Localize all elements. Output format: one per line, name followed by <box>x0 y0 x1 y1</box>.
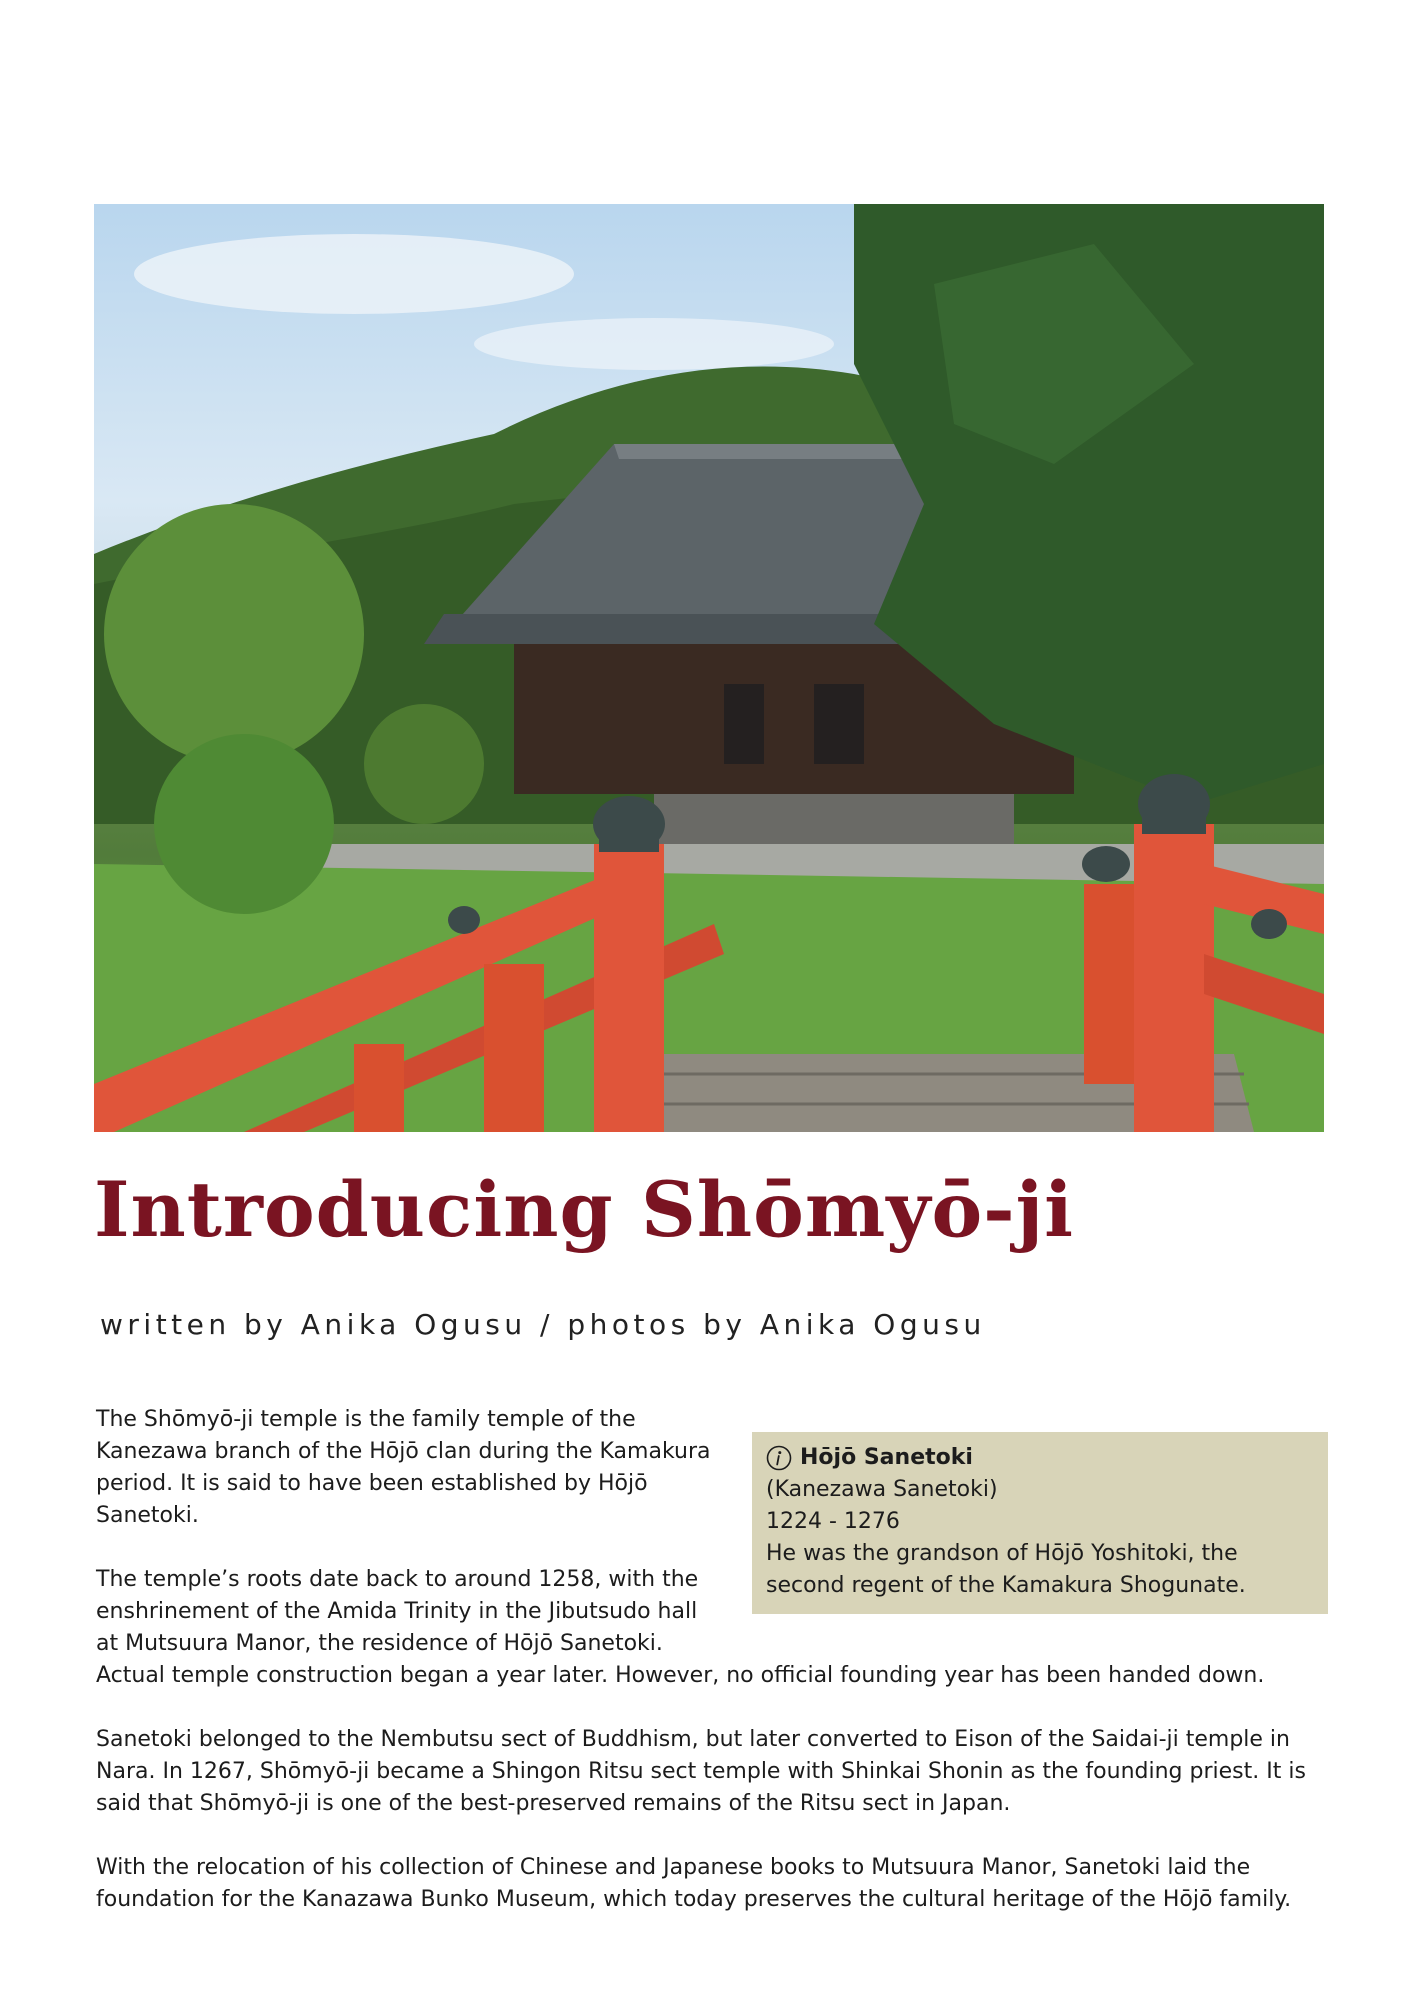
infobox-description: He was the grandson of Hōjō Yoshitoki, the second regent of the Kamakura Shogunate. <box>766 1541 1246 1598</box>
article-paragraph-3: Sanetoki belonged to the Nembutsu sect of Buddhism, but later converted to Eison of the Saidai-ji temple in Nara. In 1267, Shōmyō-ji became a Shingon Ritsu sect temple with Shinkai Shonin as the founding priest. It is said that Shōmyō-ji is one of the best-preserved remains of the Ritsu sect in Japan. <box>96 1727 1306 1816</box>
article-body <box>96 1404 1328 1948</box>
article-paragraph-2: The temple’s roots date back to around 1258, with the enshrinement of the Amida Trinity in the Jibutsudo hall at Mutsuura Manor, the residence of Hōjō Sanetoki. Actual temple construction began a year later. However, no official founding year has been handed down. <box>96 1567 1265 1688</box>
infobox-name: Hōjō Sanetoki <box>800 1445 973 1470</box>
article-paragraph-4: With the relocation of his collection of Chinese and Japanese books to Mutsuura Manor, Sanetoki laid the foundation for the Kanazawa Bunko Museum, which today preserves the cultural heritage of the Hōjō family. <box>96 1855 1292 1912</box>
infobox-header <box>766 1442 1312 1474</box>
infobox-alt-name: (Kanezawa Sanetoki) <box>766 1477 998 1502</box>
person-infobox <box>752 1432 1328 1614</box>
temple-bridge-illustration <box>94 204 1324 1132</box>
infobox-years: 1224 - 1276 <box>766 1509 900 1534</box>
article-byline: written by Anika Ogusu / photos by Anika Ogusu <box>100 1308 986 1341</box>
info-icon <box>766 1445 792 1471</box>
hero-photo <box>94 204 1324 1132</box>
article-title: Introducing Shōmyō-ji <box>94 1165 1075 1254</box>
article-paragraph-1: The Shōmyō-ji temple is the family temple of the Kanezawa branch of the Hōjō clan during the Kamakura period. It is said to have been established by Hōjō Sanetoki. <box>96 1407 711 1528</box>
